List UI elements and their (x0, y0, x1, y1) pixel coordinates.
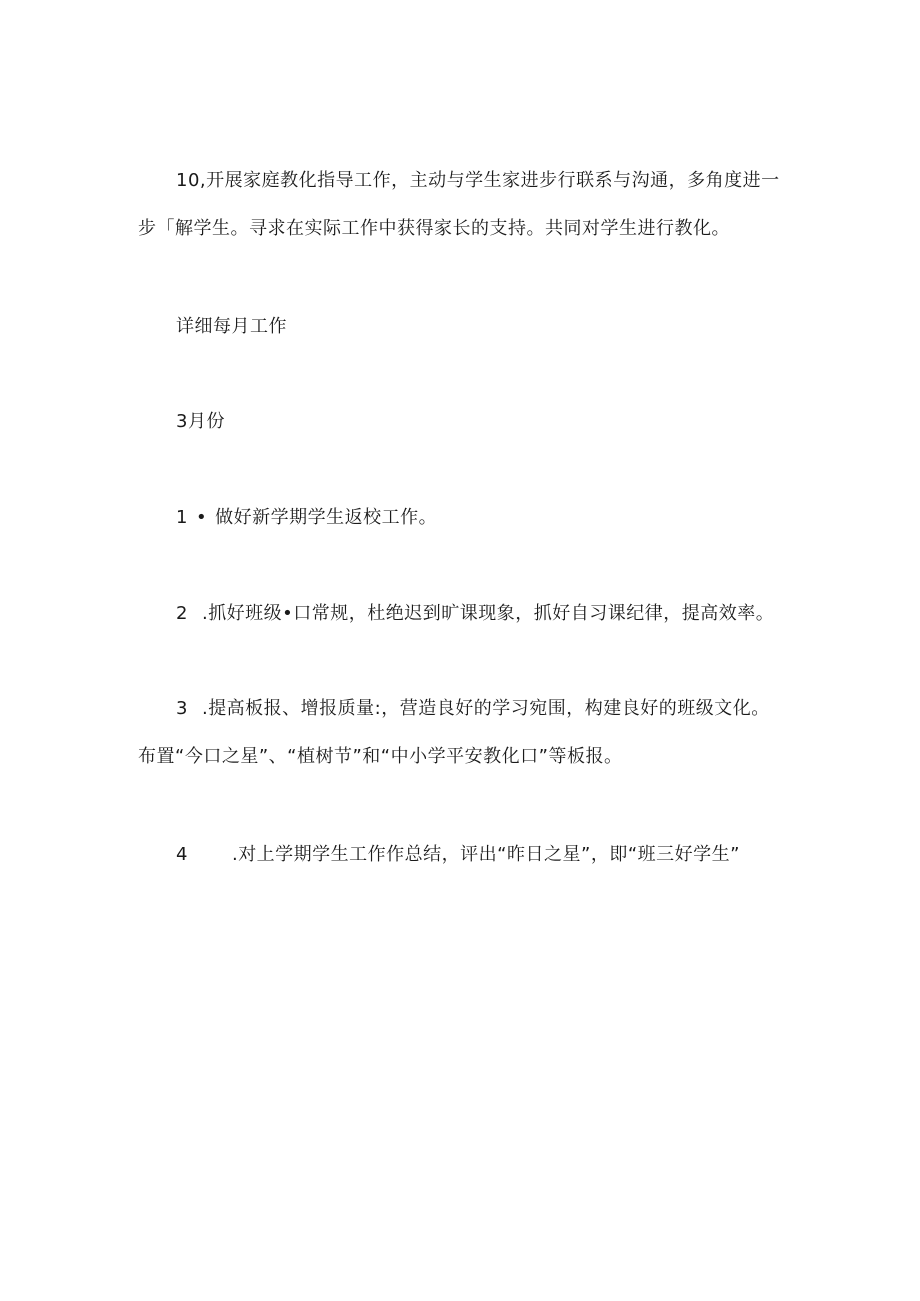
list-item-4-separator: . (231, 844, 239, 865)
item-10-text-line-1: 开展家庭教化指导工作，主动与学生家进步行联系与沟通，多角度进一 (206, 170, 780, 191)
list-item-4-text: 对上学期学生工作作总结，评出“昨日之星”，即“班三好学生” (238, 844, 740, 865)
month-heading: 3月份 (176, 411, 225, 432)
list-item-2-text: 抓好班级•口常规，杜绝迟到旷课现象，抓好自习课纪律，提高效率。 (208, 603, 775, 624)
list-item-1-separator: • (195, 507, 208, 528)
list-item-1-text: 做好新学期学生返校工作。 (215, 507, 438, 528)
item-10-number: 10, (176, 170, 207, 191)
item-10-line-1 (176, 169, 780, 193)
list-item-3-number: 3 (176, 698, 188, 719)
list-item-3-separator: . (201, 698, 209, 719)
item-10-text-line-2: 步「解学生。寻求在实际工作中获得家长的支持。共同对学生进行教化。 (138, 218, 730, 239)
list-item-1 (176, 506, 437, 530)
list-item-2-number: 2 (176, 603, 188, 624)
list-item-3-continuation: 布置“今口之星”、“植树节”和“中小学平安教化口”等板报。 (138, 746, 623, 767)
list-item-3-text: 提高板报、增报质量:，营造良好的学习宛围，构建良好的班级文化。 (208, 698, 770, 719)
list-item-2 (176, 602, 774, 626)
list-item-4-number: 4 (176, 844, 188, 865)
list-item-2-separator: . (201, 603, 209, 624)
item-10-line-2 (138, 217, 730, 241)
section-heading: 详细每月工作 (176, 316, 287, 337)
list-item-1-number: 1 (176, 507, 188, 528)
list-item-3 (176, 697, 770, 721)
list-item-4 (176, 843, 740, 867)
